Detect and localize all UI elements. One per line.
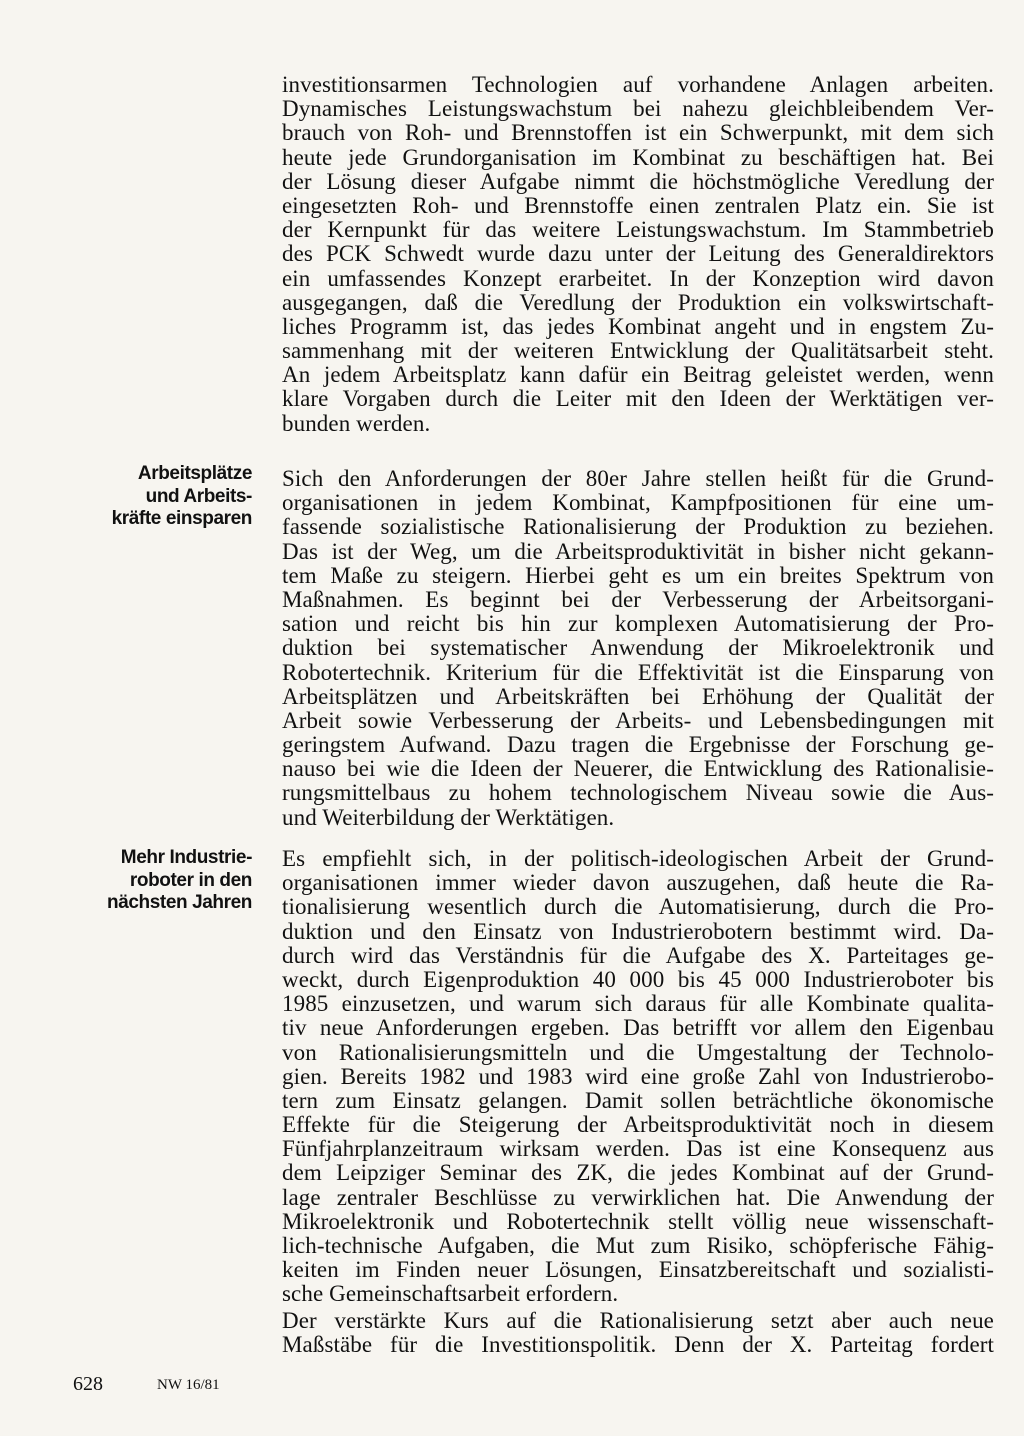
text-line: Fünfjahrplanzeitraum wirksam werden. Das ist eine Konsequenz aus [282,1136,994,1162]
text-line: und Weiterbildung der Werktätigen. [282,804,615,830]
text-line: organisationen immer wieder davon auszugehen, daß heute die Ra- [282,870,994,896]
text-line: Arbeit sowie Verbesserung der Arbeits- und Lebensbedingungen mit [282,707,994,733]
text-line: An jedem Arbeitsplatz kann dafür ein Beitrag geleistet werden, wenn [282,362,994,388]
text-line: Effekte für die Steigerung der Arbeitsproduktivität noch in diesem [282,1112,994,1138]
side-heading-2 [60,847,252,915]
text-line: sammenhang mit der weiteren Entwicklung der Qualitätsarbeit steht. [282,338,994,364]
text-line: eingesetzten Roh- und Brennstoffe einen zentralen Platz ein. Sie ist [282,192,994,218]
text-line: tiv neue Anforderungen ergeben. Das betrifft vor allem den Eigenbau [282,1015,994,1041]
page-number: 628 [73,1373,103,1395]
text-line: geringstem Aufwand. Dazu tragen die Ergebnisse der Forschung ge- [282,732,994,758]
text-line: sche Gemeinschaftsarbeit erfordern. [282,1281,619,1307]
text-line: dem Leipziger Seminar des ZK, die jedes Kombinat auf der Grund- [282,1160,994,1186]
text-line: Maßnahmen. Es beginnt bei der Verbesserung der Arbeitsorgani- [282,586,994,612]
text-line: von Rationalisierungsmitteln und die Umgestaltung der Technolo- [282,1039,994,1065]
side-heading-line: Mehr Industrie- [120,847,252,868]
paragraph-1 [282,73,994,436]
text-line: brauch von Roh- und Brennstoffen ist ein Schwerpunkt, mit dem sich [282,120,994,146]
text-line: duktion und den Einsatz von Industrierobotern bestimmt wird. Da- [282,918,994,944]
side-heading-line: kräfte einsparen [111,508,252,529]
paragraph-3 [282,847,994,1307]
text-line: organisationen in jedem Kombinat, Kampfpositionen für eine um- [282,490,994,516]
text-line: ein umfassendes Konzept erarbeitet. In der Konzeption wird davon [282,265,994,291]
text-line: Dynamisches Leistungswachstum bei nahezu gleichbleibendem Ver- [282,96,994,122]
text-line: Mikroelektronik und Robotertechnik stellt völlig neue wissenschaft- [282,1208,994,1234]
text-line: sation und reicht bis hin zur komplexen Automatisierung der Pro- [282,611,994,637]
side-heading-line: roboter in den [129,869,252,891]
text-line: lich-technische Aufgaben, die Mut zum Risiko, schöpferische Fähig- [282,1233,994,1258]
text-line: lage zentraler Beschlüsse zu verwirklichen hat. Die Anwendung der [282,1184,994,1210]
text-line: gien. Bereits 1982 und 1983 wird eine große Zahl von Industrierobo- [282,1063,994,1089]
text-line: Sich den Anforderungen der 80er Jahre stellen heißt für die Grund- [282,466,994,491]
text-line: bunden werden. [282,410,431,436]
paragraph-4 [282,1309,994,1357]
text-line: tionalisierung wesentlich durch die Automatisierung, durch die Pro- [282,894,994,920]
text-line: fassende sozialistische Rationalisierung der Produktion zu beziehen. [282,514,994,540]
journal-reference: NW 16/81 [157,1377,220,1393]
side-heading-1 [60,463,252,531]
text-line: Arbeitsplätzen und Arbeitskräften bei Erhöhung der Qualität der [282,683,994,709]
text-line: nauso bei wie die Ideen der Neuerer, die Entwicklung des Rationalisie- [282,756,994,782]
text-line: der Lösung dieser Aufgabe nimmt die höchstmögliche Veredlung der [282,168,994,194]
side-heading-line: nächsten Jahren [107,892,252,913]
side-heading-line: und Arbeits- [145,485,252,507]
text-line: liches Programm ist, das jedes Kombinat angeht und in engstem Zu- [282,313,994,339]
text-line: des PCK Schwedt wurde dazu unter der Leitung des Generaldirektors [282,241,994,267]
text-line: duktion bei systematischer Anwendung der Mikroelektronik und [282,635,994,661]
text-line: tern zum Einsatz gelangen. Damit sollen beträchtliche ökonomische [282,1087,994,1113]
text-line: klare Vorgaben durch die Leiter mit den Ideen der Werktätigen ver- [282,386,994,412]
paragraph-2 [282,467,994,830]
side-heading-line: Arbeitsplätze [137,463,252,484]
text-line: Das ist der Weg, um die Arbeitsproduktivität in bisher nicht gekann- [282,538,994,564]
text-line: tem Maße zu steigern. Hierbei geht es um ein breites Spektrum von [282,562,994,588]
text-line: Der verstärkte Kurs auf die Rationalisierung setzt aber auch neue [282,1308,994,1333]
text-line: heute jede Grundorganisation im Kombinat zu beschäftigen hat. Bei [282,144,994,170]
text-line: Maßstäbe für die Investitionspolitik. Denn der X. Parteitag fordert [282,1332,994,1358]
text-line: durch wird das Verständnis für die Aufgabe des X. Parteitages ge- [282,942,994,968]
text-line: Es empfiehlt sich, in der politisch-ideologischen Arbeit der Grund- [282,846,994,871]
text-line: weckt, durch Eigenproduktion 40 000 bis 45 000 Industrieroboter bis [282,966,994,992]
text-line: rungsmittelbaus zu hohem technologischem Niveau sowie die Aus- [282,780,994,806]
text-line: investitionsarmen Technologien auf vorhandene Anlagen arbeiten. [282,72,994,97]
text-line: keiten im Finden neuer Lösungen, Einsatzbereitschaft und sozialisti- [282,1257,994,1283]
text-line: ausgegangen, daß die Veredlung der Produktion ein volkswirtschaft- [282,289,994,315]
text-line: der Kernpunkt für das weitere Leistungswachstum. Im Stammbetrieb [282,217,994,243]
text-line: 1985 einzusetzen, und warum sich daraus für alle Kombinate qualita- [282,991,994,1017]
text-line: Robotertechnik. Kriterium für die Effektivität ist die Einsparung von [282,659,994,685]
